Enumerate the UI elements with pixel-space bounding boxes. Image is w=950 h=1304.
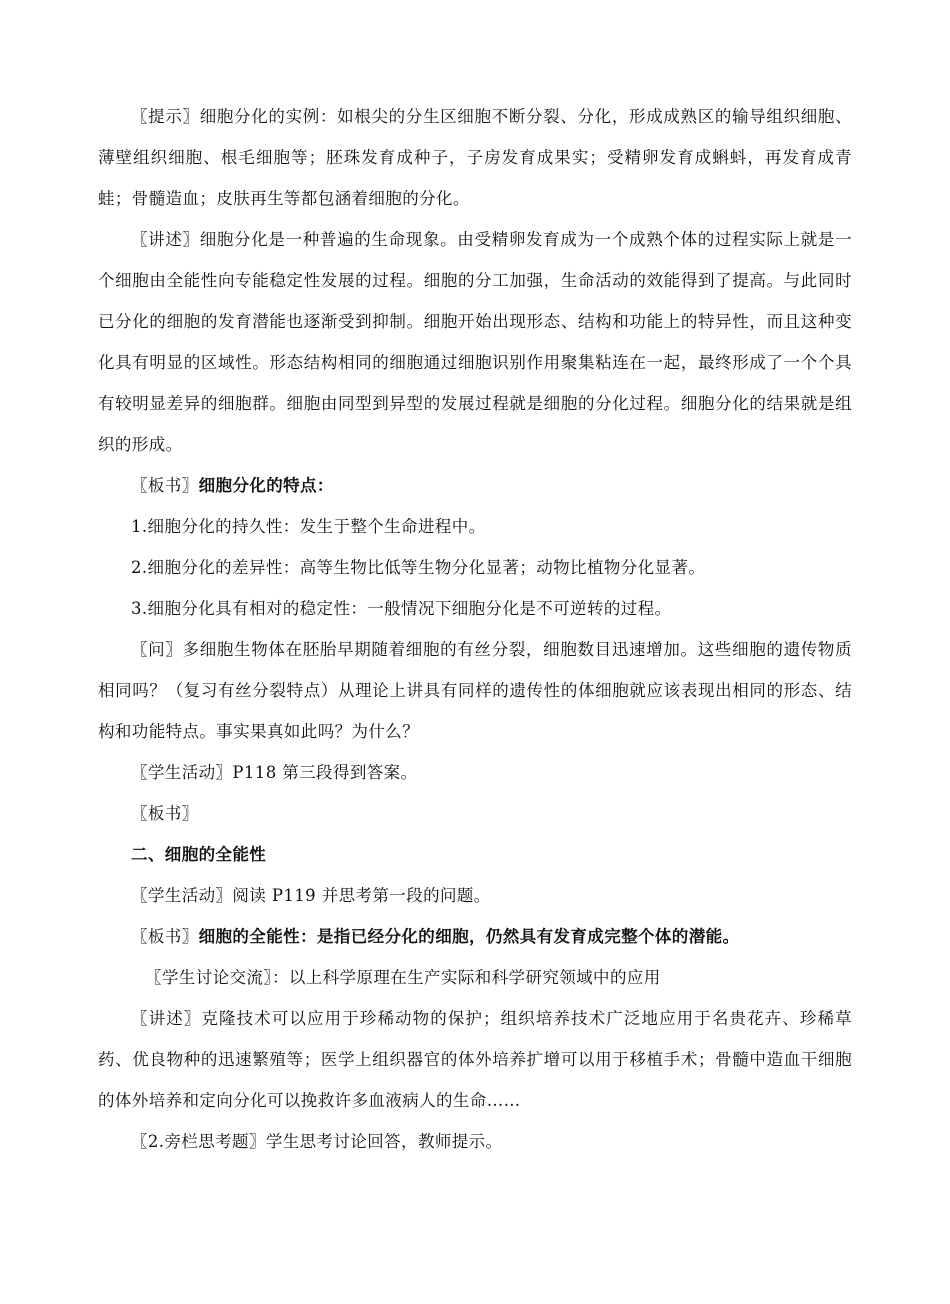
lecture-text: 细胞分化是一种普遍的生命现象。由受精卵发育成为一个成熟个体的过程实际上就是一个细胞由全能性向专能稳定性发展的过程。细胞的分工加强，生命活动的效能得到了提高。与此同时已分化的细胞的发育潜能也逐渐受到抑制。细胞开始出现形态、结构和功能上的特异性，而且这种变化具有明显的区域性。形态结构相同的细胞通过细胞识别作用聚集粘连在一起，最终形成了一个个具有较明显差异的细胞群。细胞由同型到异型的发展过程就是细胞的分化过程。细胞分化的结果就是组织的形成。	[98, 230, 852, 454]
sidebar-question-tag: 〖2.旁栏思考题〗	[131, 1132, 266, 1151]
lecture-text: 克隆技术可以应用于珍稀动物的保护；组织培养技术广泛地应用于名贵花卉、珍稀草药、优良物种的迅速繁殖等；医学上组织器官的体外培养扩增可以用于移植手术；骨髓中造血干细胞的体外培养和定向分化可以挽救许多血液病人的生命……	[98, 1009, 852, 1110]
lecture-tag: 〖讲述〗	[131, 1009, 202, 1028]
board-tag: 〖板书〗	[131, 804, 199, 823]
board-totipotency-definition	[98, 916, 852, 957]
hint-text: 细胞分化的实例：如根尖的分生区细胞不断分裂、分化，形成成熟区的输导组织细胞、薄壁组织细胞、根毛细胞等；胚珠发育成种子，子房发育成果实；受精卵发育成蝌蚪，再发育成青蛙；骨髓造血；皮肤再生等都包涵着细胞的分化。	[98, 107, 852, 208]
student-discussion	[98, 957, 852, 998]
hint-tag: 〖提示〗	[131, 107, 200, 126]
discussion-text: ：以上科学原理在生产实际和科学研究领域中的应用	[271, 968, 661, 987]
student-activity-text: 阅读 P119 并思考第一段的问题。	[232, 886, 491, 905]
board-empty	[98, 793, 852, 834]
board-differentiation-features	[98, 465, 852, 506]
discussion-tag: 〖学生讨论交流〗	[145, 968, 272, 987]
question-text: 多细胞生物体在胚胎早期随着细胞的有丝分裂，细胞数目迅速增加。这些细胞的遗传物质相同吗？（复习有丝分裂特点）从理论上讲具有同样的遗传性的体细胞就应该表现出相同的形态、结构和功能特点。事实果真如此吗？为什么？	[98, 640, 852, 741]
list-item-persistence: 1.细胞分化的持久性：发生于整个生命进程中。	[131, 517, 486, 536]
question-tag: 〖问〗	[131, 640, 183, 659]
section-heading-totipotency: 二、细胞的全能性	[131, 845, 267, 864]
paragraph-question	[98, 629, 852, 752]
student-activity-tag: 〖学生活动〗	[131, 886, 233, 905]
board-definition: 细胞的全能性：是指已经分化的细胞，仍然具有发育成完整个体的潜能。	[198, 927, 740, 946]
list-item-stability: 3.细胞分化具有相对的稳定性：一般情况下细胞分化是不可逆转的过程。	[131, 599, 672, 618]
student-activity-p118	[98, 752, 852, 793]
board-tag: 〖板书〗	[131, 927, 199, 946]
paragraph-hint-examples	[98, 96, 852, 219]
sidebar-question	[98, 1121, 852, 1162]
document-page	[98, 96, 852, 1162]
sidebar-question-text: 学生思考讨论回答，教师提示。	[265, 1132, 503, 1151]
board-heading: 细胞分化的特点：	[198, 476, 334, 495]
lecture-tag: 〖讲述〗	[131, 230, 200, 249]
student-activity-text: P118 第三段得到答案。	[232, 763, 418, 782]
student-activity-tag: 〖学生活动〗	[131, 763, 233, 782]
list-item-difference: 2.细胞分化的差异性：高等生物比低等生物分化显著；动物比植物分化显著。	[131, 558, 706, 577]
paragraph-lecture-applications	[98, 998, 852, 1121]
student-activity-p119	[98, 875, 852, 916]
paragraph-lecture-differentiation	[98, 219, 852, 465]
board-tag: 〖板书〗	[131, 476, 199, 495]
